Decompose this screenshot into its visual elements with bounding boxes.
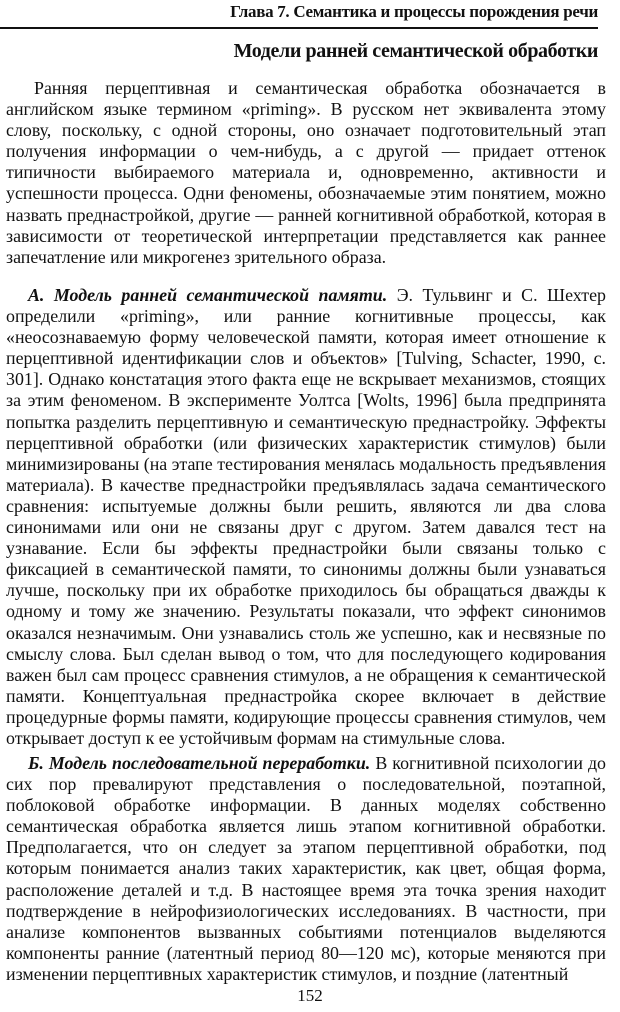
paragraph-model-a-text: Э. Тульвинг и С. Шехтер определили «priming», или ранние когнитивные процессы, как «неосознаваемую форму человеческой памяти, которая имеет отношение к перцептивной идентификации слов и объектов» [Tulving, Schacter, 1990, с. 301]. Однако констатация этого факта еще не вскрывает механизмов, стоящих за этим феноменом. В эксперименте Уолтса [Wolts, 1996] была предпринята попытка разделить перцептивную и семантическую преднастройку. Эффекты перцептивной обработки (или физических характеристик стимулов) были минимизированы (на этапе тестирования менялась модальность предъявления материала). В качестве преднастройки предъявлялась задача семантического сравнения: испытуемые должны были решить, являются ли два слова синонимами или они не связаны друг с другом. Затем давался тест на узнавание. Если бы эффекты преднастройки были связаны только с фиксацией в семантической памяти, то синонимы должны были узнаваться лучше, поскольку при их обработке приходилось бы обращаться дважды к одному и тому же значению. Результаты показали, что эффект синонимов оказался незначимым. Они узнавались столь же успешно, как и несвязные по смыслу слова. Был сделан вывод о том, что для последующего кодирования важен был сам процесс сравнения стимулов, а не обращения к семантической памяти. Концептуальная преднастройка скорее включает в действие процедурные формы памяти, кодирующие процессы сравнения стимулов, чем открывает доступ к ее устойчивым формам на стимульные слова. <box>6 285 606 748</box>
paragraph-model-b <box>6 753 606 985</box>
paragraph-intro-text: Ранняя перцептивная и семантическая обработка обозначается в английском языке термином «priming». В русском нет эквивалента этому слову, поскольку, с одной стороны, оно означает подготовительный этап получения информации о чем-нибудь, а с другой — придает оттенок типичности выбираемого материала и, одновременно, активности и успешности процесса. Одни феномены, обозначаемые этим понятием, можно назвать преднастройкой, другие — ранней когнитивной обработкой, которая в зависимости от теоретической интерпретации представляется как раннее запечатление или микрогенез зрительного образа. <box>6 78 606 267</box>
header-rule <box>0 27 598 29</box>
running-head: Глава 7. Семантика и процессы порождения речи <box>230 2 598 21</box>
page-number: 152 <box>297 986 323 1005</box>
paragraph-model-a <box>6 285 606 749</box>
paragraph-model-a-lead: А. Модель ранней семантической памяти. <box>28 285 388 305</box>
paragraph-intro <box>6 78 606 268</box>
paragraph-model-b-lead: Б. Модель последовательной переработки. <box>28 753 371 773</box>
paragraph-model-b-text: В когнитивной психологии до сих пор превалируют представления о последовательной, поэтапной, поблоковой обработке информации. В данных моделях собственно семантическая обработка является лишь этапом когнитивной обработки. Предполагается, что он следует за этапом перцептивной обработки, под которым понимается анализ таких характеристик, как цвет, общая форма, расположение деталей и т.д. В настоящее время эта точка зрения находит подтверждение в нейрофизиологических исследованиях. В частности, при анализе компонентов вызванных событиями потенциалов выделяются компоненты ранние (латентный период 80—120 мс), которые меняются при изменении перцептивных характеристик стимулов, и поздние (латентный <box>6 753 606 984</box>
section-title: Модели ранней семантической обработки <box>233 40 598 62</box>
